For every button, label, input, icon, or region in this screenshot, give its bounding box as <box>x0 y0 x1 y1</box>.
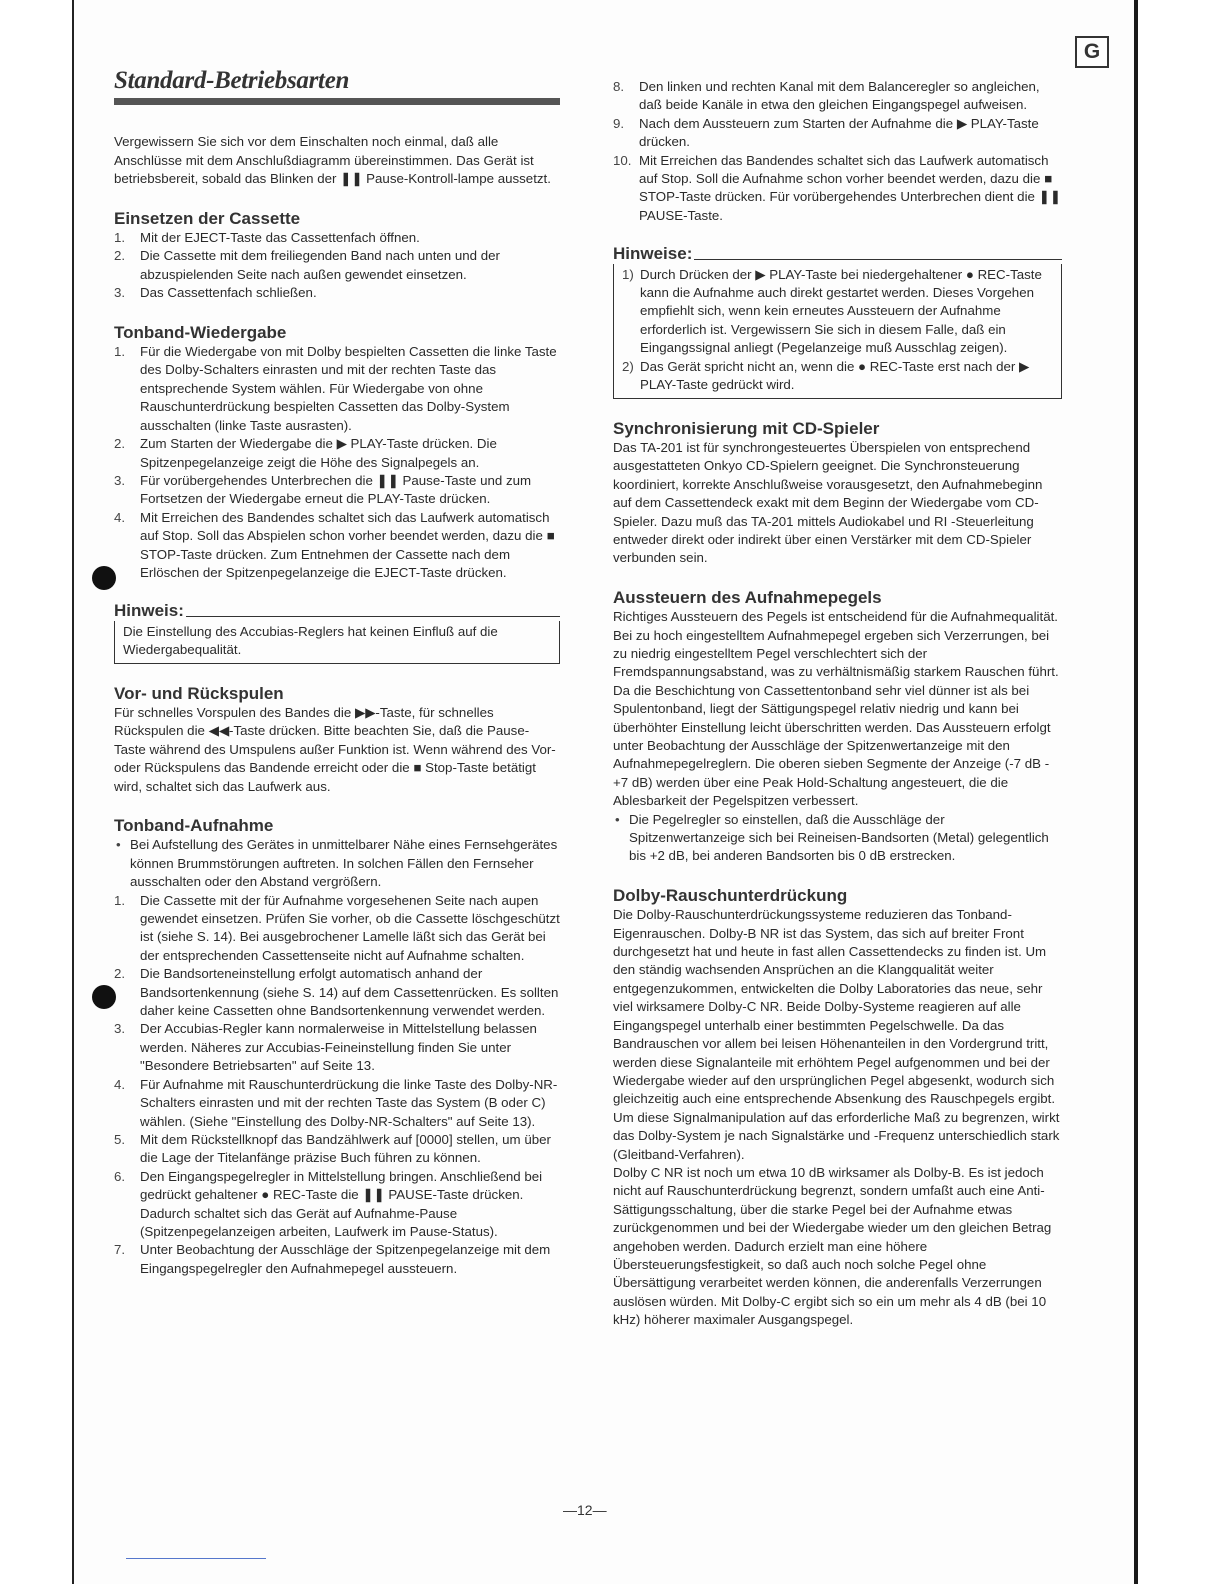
list-item: 3. Das Cassettenfach schließen. <box>114 285 317 301</box>
sync-paragraph: Das TA-201 ist für synchrongesteuertes Überspielen von entsprechend ausgestatteten Onkyo CD-Spielern geeignet. Die Synchronsteuerung koordiniert, korrekte Anschlußweise vorausgesetzt, den Aufnahmebeginn auf dem Cassettendeck exakt mit dem Beginn der Wiedergabe vom CD-Spieler. Dazu muß das TA-201 mittels Audiokabel und RI -Steuerleitung entweder direkt oder indirekt über einen Verstärker mit dem CD-Spieler verbunden sein. <box>613 439 1043 566</box>
list-item: 9. Nach dem Aussteuern zum Starten der Aufnahme die ▶ PLAY-Taste drücken. <box>613 115 1039 150</box>
hinweise-box <box>613 264 1062 399</box>
hinweis-box <box>114 621 560 664</box>
footer-rule <box>126 1558 266 1559</box>
right-column <box>613 78 1062 1330</box>
list-aufnahme <box>114 892 560 1279</box>
aussteuern-paragraph: Richtiges Aussteuern des Pegels ist entscheidend für die Aufnahmequalität. Bei zu hoch eingestelltem Aufnahmepegel ergeben sich Verzerrungen, bei zu niedrig eingestelltem Pegel verschlechtert sich der Fremdspannungsabstand, was zu verhältnismäßig starkem Rauschen führt. Da die Beschichtung von Cassettentonband sehr viel dünner ist als bei Spulentonband, liegt der Sättigungspegel relativ niedrig und kann bei überhöhter Einstellung leicht überschritten werden. Das Aussteuern erfolgt unter Beobachtung der Ausschläge der Spitzenwertanzeige mit den Aufnahmepegelreglern. Die oberen sieben Segmente der Anzeige (-7 dB - +7 dB) werden über eine Peak Hold-Schaltung angesteuert, die die Ablesbarkeit der Pegelspitzen verbessert. <box>613 609 1059 809</box>
list-item: 2. Die Bandsorteneinstellung erfolgt automatisch anhand der Bandsortenkennung (siehe S. 14) auf dem Cassettenrücken. Es sollten daher keine Cassetten ohne Bandsortenkennung verwendet werden. <box>114 966 559 1019</box>
spulen-paragraph: Für schnelles Vorspulen des Bandes die ▶▶-Taste, für schnelles Rückspulen die ◀◀-Taste drücken. Bitte beachten Sie, daß die Pause-Taste während des Umspulens außer Funktion ist. Wenn während des Vor- oder Rückspulens das Bandende erreicht oder die ■ Stop-Taste betätigt wird, schaltet sich das Laufwerk aus. <box>114 704 556 794</box>
hinweise-list <box>622 266 1053 395</box>
list-item: 2) Das Gerät spricht nicht an, wenn die ● REC-Taste erst nach der ▶ PLAY-Taste gedrückt wird. <box>622 358 1030 393</box>
punch-hole-lower <box>92 985 116 1009</box>
intro-paragraph: Vergewissern Sie sich vor dem Einschalten noch einmal, daß alle Anschlüsse mit dem Anschlußdiagramm übereinstimmen. Das Gerät ist betriebsbereit, sobald das Blinken der ❚❚ Pause-Kontroll-lampe aussetzt. <box>114 134 551 187</box>
list-item: 1. Die Cassette mit der für Aufnahme vorgesehenen Seite nach aupen gewendet einsetzen. Prüfen Sie vorher, ob die Cassette löschgeschützt ist (siehe S. 14). Bei ausgebrochener Lamelle läßt sich das Gerät bei der entsprechenden Cassettenseite nicht auf Aufnahme schalten. <box>114 892 560 963</box>
heading-spulen: Vor- und Rückspulen <box>114 683 284 703</box>
dolby-paragraph-1: Die Dolby-Rauschunterdrückungssysteme reduzieren das Tonband-Eigenrauschen. Dolby-B NR ist das System, das sich auf breiter Front durchgesetzt hat und heute in fast allen Cassettendecks zu finden ist. Um den ständig wachsenden Ansprüchen an die Klangqualität weiter entgegenzukommen, entwickelten die Dolby Laboratories das neue, sehr viel wirksamere Dolby-C NR. Beide Dolby-Systeme reagieren auf alle Eingangspegel unterhalb einer bestimmten Pegelschwelle. Da das Bandrauschen vor allem bei leisen Höhenanteilen in den Vordergrund tritt, werden diese Signalanteile mit erhöhtem Pegel aufgenommen und bei der Wiedergabe wieder auf den ursprünglichen Pegel abgesenkt, wodurch sich gleichzeitig auch eine entsprechende Absenkung des Rauschpegels ergibt. Um diese Signalmanipulation auf das erforderliche Maß zu begrenzen, wirkt das Dolby-System je nach Signalstärke und -Frequenz unterschiedlich stark (Gleitband-Verfahren). <box>613 907 1060 1162</box>
list-item: 2. Zum Starten der Wiedergabe die ▶ PLAY-Taste drücken. Die Spitzenpegelanzeige zeigt die Höhe des Signalpegels an. <box>114 436 497 470</box>
heading-einsetzen: Einsetzen der Cassette <box>114 208 301 228</box>
dolby-paragraph-2: Dolby C NR ist noch um etwa 10 dB wirksamer als Dolby-B. Es ist jedoch nicht auf Rauschunterdrückung begrenzt, sondern umfaßt auch eine Anti-Sättigungsschaltung, über die starke Pegel bei der Aufnahme etwas zurückgenommen und bei der Wiedergabe wieder um den gleichen Betrag angehoben werden. Dadurch erzielt man eine höhere Übersteuerungsfestigkeit, so daß auch noch solche Pegel ohne Übersättigung verarbeitet werden können, die anderenfalls Verzerrungen auslösen würden. Mit Dolby-C ergibt sich so ein um mehr als 4 dB (bei 10 kHz) höherer maximaler Ausgangspegel. <box>613 1164 1052 1328</box>
list-item: 2. Die Cassette mit dem freiliegenden Band nach unten und der abzuspielenden Seite nach außen gewendet einsetzen. <box>114 248 500 282</box>
hinweis-text: Die Einstellung des Accubias-Reglers hat keinen Einfluß auf die Wiedergabequalität. <box>123 623 498 658</box>
aussteuern-bullets <box>613 811 1062 866</box>
heading-aussteuern: Aussteuern des Aufnahmepegels <box>613 587 882 607</box>
list-item: 5. Mit dem Rückstellknopf das Bandzählwerk auf [0000] stellen, um über die Lage der Titelanfänge präzise Buch führen zu können. <box>114 1131 551 1166</box>
heading-aufnahme: Tonband-Aufnahme <box>114 816 274 835</box>
list-item: 8. Den linken und rechten Kanal mit dem Balanceregler so angleichen, daß beide Kanäle in etwa den gleichen Eingangspegel aufweisen. <box>613 79 1040 113</box>
list-item: 1. Mit der EJECT-Taste das Cassettenfach öffnen. <box>114 230 420 246</box>
heading-dolby: Dolby-Rauschunterdrückung <box>613 885 848 905</box>
page-title: Standard-Betriebsarten <box>114 67 350 94</box>
list-item: 3. Für vorübergehendes Unterbrechen die ❚❚ Pause-Taste und zum Fortsetzen der Wiedergabe erneut die PLAY-Taste drücken. <box>114 472 532 507</box>
list-item: 10. Mit Erreichen das Bandendes schaltet sich das Laufwerk automatisch auf Stop. Soll die Aufnahme schon vorher beendet werden, dazu die ■ STOP-Taste drücken. Für vorübergehendes Unterbrechen dient die ❚❚ PAUSE-Taste. <box>613 152 1061 223</box>
language-badge: G <box>1075 36 1109 68</box>
list-item: 1) Durch Drücken der ▶ PLAY-Taste bei niedergehaltener ● REC-Taste kann die Aufnahme auch direkt gestartet werden. Dieses Vorgehen empfiehlt sich, wenn kein erneutes Aussteuern der Aufnahme erforderlich ist. Vergewissern Sie sich in diesem Falle, daß ein Eingangssignal anliegt (Pegelanzeige muß Ausschlag zeigen). <box>622 266 1042 356</box>
title-rule <box>114 98 560 105</box>
page-number: —12— <box>563 1502 607 1518</box>
heading-wiedergabe: Tonband-Wiedergabe <box>114 322 287 342</box>
heading-sync: Synchronisierung mit CD-Spieler <box>613 418 880 438</box>
list-wiedergabe <box>114 343 560 582</box>
left-column <box>114 67 560 1278</box>
list-item: 1. Für die Wiedergabe von mit Dolby bespielten Cassetten die linke Taste des Dolby-Schalters einrasten und mit der rechten Taste das entsprechende System wählen. Für Wiedergabe von ohne Rauschunterdrückung bespielten Cassetten das Dolby-System ausschalten (linke Taste ausrasten). <box>114 344 557 433</box>
hinweis-heading: Hinweis: <box>114 602 560 620</box>
hinweise-heading: Hinweise: <box>613 245 1062 263</box>
bullet-item: • Die Pegelregler so einstellen, daß die Ausschläge der Spitzenwertanzeige sich bei Reineisen-Bandsorten (Metal) gelegentlich bis +2 dB, bei anderen Bandsorten bis 0 dB erstrecken. <box>615 811 1049 864</box>
list-item: 4. Für Aufnahme mit Rauschunterdrückung die linke Taste des Dolby-NR-Schalters einrasten und mit der rechten Taste das System (B oder C) wählen. (Siehe "Einstellung des Dolby-NR-Schalters" auf Seite 13). <box>114 1076 558 1129</box>
bullet-item: • Bei Aufstellung des Gerätes in unmittelbarer Nähe eines Fernsehgerätes können Brummstörungen auftreten. In solchen Fällen den Fernseher ausschalten oder den Abstand vergrößern. <box>116 837 558 890</box>
list-einsetzen <box>114 229 560 303</box>
list-item: 3. Der Accubias-Regler kann normalerweise in Mittelstellung belassen werden. Näheres zur Accubias-Feineinstellung finden Sie unter "Besondere Betriebsarten" auf Seite 13. <box>114 1021 537 1074</box>
list-item: 7. Unter Beobachtung der Ausschläge der Spitzenpegelanzeige mit dem Eingangspegelregler den Aufnahmepegel aussteuern. <box>114 1242 551 1276</box>
aufnahme-bullets <box>114 836 560 891</box>
list-item: 6. Den Eingangspegelregler in Mittelstellung bringen. Anschließend bei gedrückt gehaltener ● REC-Taste die ❚❚ PAUSE-Taste drücken. Dadurch schaltet sich das Gerät auf Aufnahme-Pause (Spitzenpegelanzeigen arbeiten, Laufwerk im Pause-Status). <box>114 1168 543 1239</box>
list-aufnahme-continued <box>613 78 1062 225</box>
punch-hole-upper <box>92 566 116 590</box>
list-item: 4. Mit Erreichen des Bandendes schaltet sich das Laufwerk automatisch auf Stop. Soll das Abspielen schon vorher beendet werden, dazu die ■ STOP-Taste drücken. Zum Entnehmen der Cassette nach dem Erlöschen der Spitzenpegelanzeige die EJECT-Taste drücken. <box>114 509 555 580</box>
